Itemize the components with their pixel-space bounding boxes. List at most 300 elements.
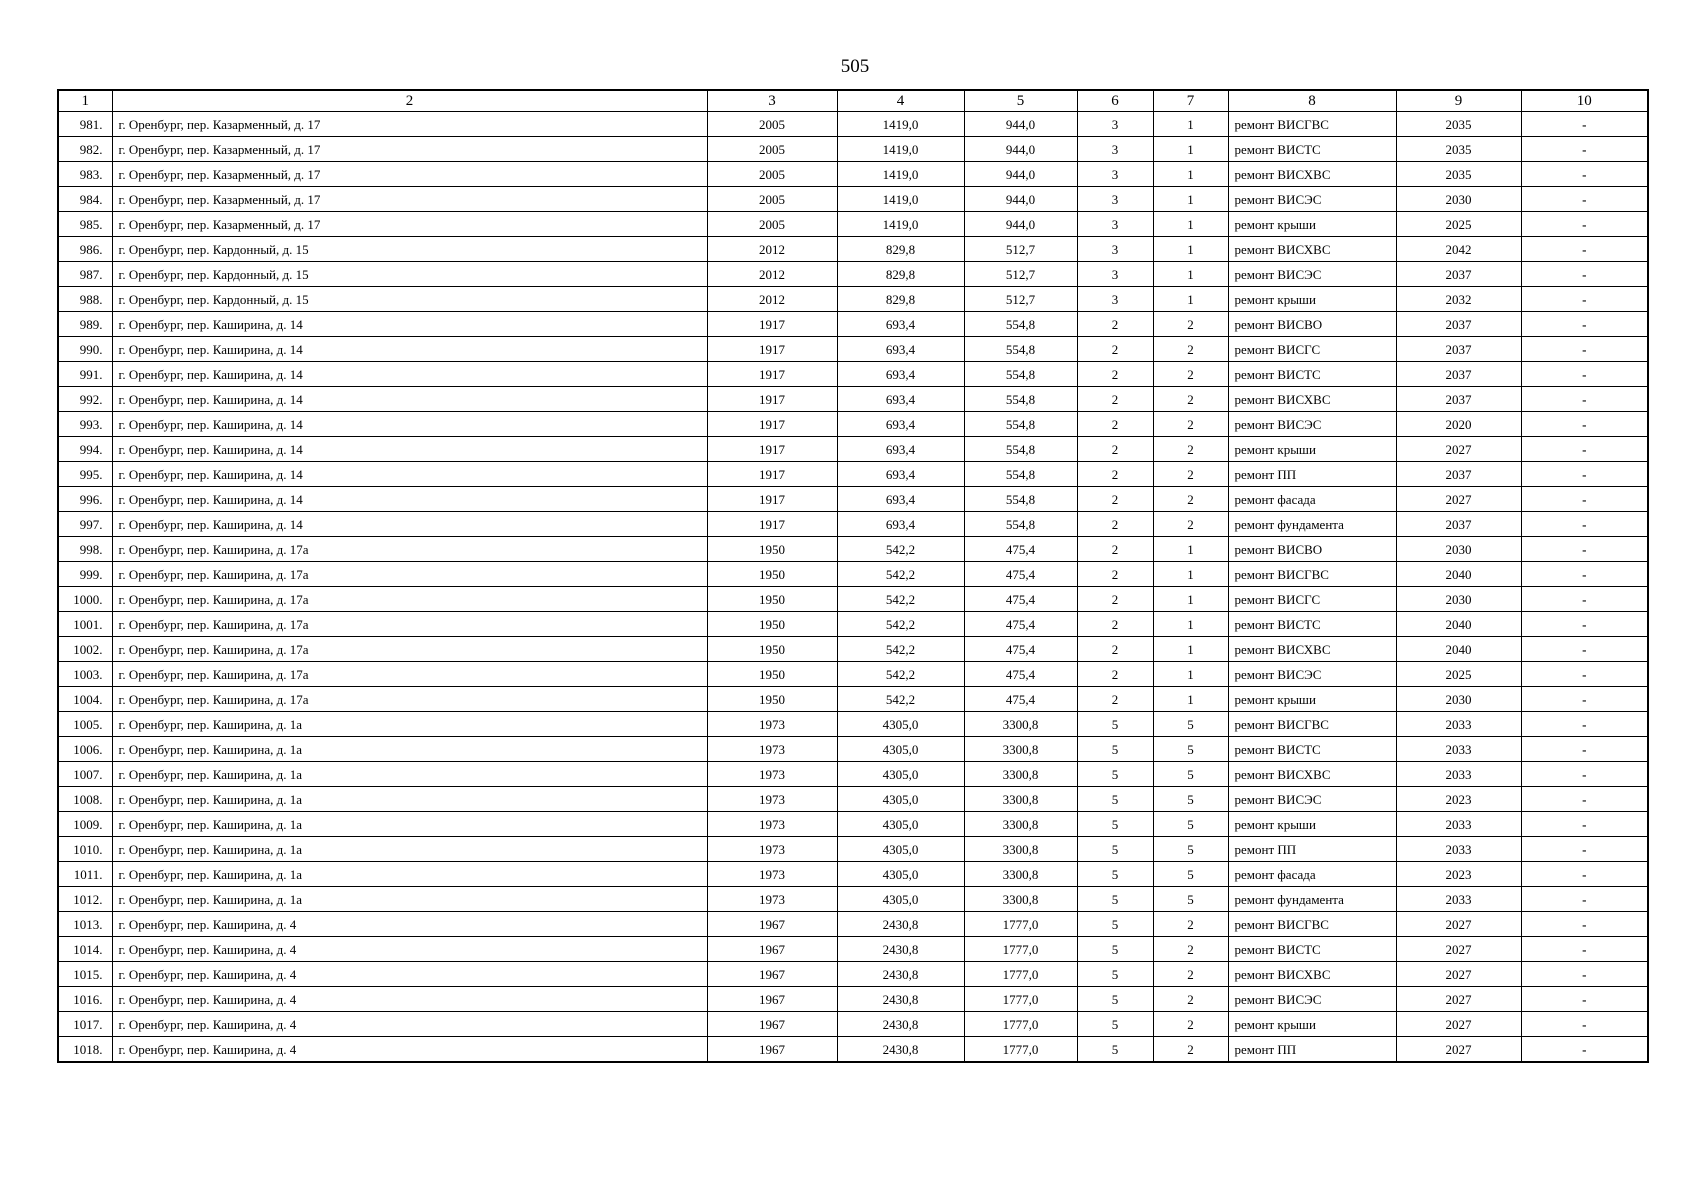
- row-number-cell: 986.: [58, 237, 112, 262]
- note-cell: -: [1521, 212, 1648, 237]
- work-type-cell: ремонт фундамента: [1228, 512, 1396, 537]
- entrances-cell: 2: [1153, 512, 1228, 537]
- year-built-cell: 1973: [707, 712, 837, 737]
- table-row: [58, 862, 1648, 887]
- living-area-cell: 554,8: [964, 487, 1077, 512]
- living-area-cell: 3300,8: [964, 787, 1077, 812]
- address-cell: г. Оренбург, пер. Каширина, д. 17а: [112, 562, 707, 587]
- planned-year-cell: 2033: [1396, 737, 1521, 762]
- entrances-cell: 5: [1153, 762, 1228, 787]
- address-cell: г. Оренбург, пер. Каширина, д. 1а: [112, 737, 707, 762]
- address-cell: г. Оренбург, пер. Каширина, д. 14: [112, 387, 707, 412]
- entrances-cell: 2: [1153, 1012, 1228, 1037]
- table-row: [58, 737, 1648, 762]
- living-area-cell: 1777,0: [964, 1037, 1077, 1063]
- living-area-cell: 554,8: [964, 387, 1077, 412]
- floors-cell: 3: [1077, 187, 1153, 212]
- year-built-cell: 1950: [707, 562, 837, 587]
- planned-year-cell: 2033: [1396, 712, 1521, 737]
- planned-year-cell: 2037: [1396, 337, 1521, 362]
- note-cell: -: [1521, 462, 1648, 487]
- table-row: [58, 412, 1648, 437]
- note-cell: -: [1521, 287, 1648, 312]
- note-cell: -: [1521, 337, 1648, 362]
- year-built-cell: 1950: [707, 637, 837, 662]
- total-area-cell: 542,2: [837, 662, 964, 687]
- row-number-cell: 1007.: [58, 762, 112, 787]
- living-area-cell: 512,7: [964, 287, 1077, 312]
- row-number-cell: 995.: [58, 462, 112, 487]
- floors-cell: 5: [1077, 737, 1153, 762]
- planned-year-cell: 2033: [1396, 812, 1521, 837]
- entrances-cell: 1: [1153, 137, 1228, 162]
- table-row: [58, 787, 1648, 812]
- table-row: [58, 812, 1648, 837]
- total-area-cell: 4305,0: [837, 787, 964, 812]
- planned-year-cell: 2037: [1396, 462, 1521, 487]
- living-area-cell: 1777,0: [964, 937, 1077, 962]
- year-built-cell: 2005: [707, 187, 837, 212]
- living-area-cell: 3300,8: [964, 762, 1077, 787]
- floors-cell: 2: [1077, 437, 1153, 462]
- planned-year-cell: 2032: [1396, 287, 1521, 312]
- total-area-cell: 4305,0: [837, 712, 964, 737]
- year-built-cell: 2005: [707, 212, 837, 237]
- entrances-cell: 1: [1153, 262, 1228, 287]
- work-type-cell: ремонт ПП: [1228, 837, 1396, 862]
- planned-year-cell: 2027: [1396, 487, 1521, 512]
- note-cell: -: [1521, 562, 1648, 587]
- total-area-cell: 829,8: [837, 287, 964, 312]
- year-built-cell: 1967: [707, 987, 837, 1012]
- entrances-cell: 5: [1153, 737, 1228, 762]
- address-cell: г. Оренбург, пер. Каширина, д. 14: [112, 337, 707, 362]
- entrances-cell: 1: [1153, 537, 1228, 562]
- entrances-cell: 5: [1153, 887, 1228, 912]
- year-built-cell: 1917: [707, 362, 837, 387]
- address-cell: г. Оренбург, пер. Каширина, д. 4: [112, 962, 707, 987]
- year-built-cell: 1973: [707, 862, 837, 887]
- address-cell: г. Оренбург, пер. Каширина, д. 14: [112, 512, 707, 537]
- total-area-cell: 2430,8: [837, 1012, 964, 1037]
- planned-year-cell: 2033: [1396, 837, 1521, 862]
- address-cell: г. Оренбург, пер. Каширина, д. 17а: [112, 662, 707, 687]
- year-built-cell: 1950: [707, 537, 837, 562]
- note-cell: -: [1521, 612, 1648, 637]
- row-number-cell: 982.: [58, 137, 112, 162]
- planned-year-cell: 2025: [1396, 212, 1521, 237]
- entrances-cell: 2: [1153, 437, 1228, 462]
- row-number-cell: 1011.: [58, 862, 112, 887]
- planned-year-cell: 2037: [1396, 387, 1521, 412]
- work-type-cell: ремонт ВИСТС: [1228, 937, 1396, 962]
- total-area-cell: 2430,8: [837, 937, 964, 962]
- address-cell: г. Оренбург, пер. Каширина, д. 1а: [112, 712, 707, 737]
- floors-cell: 3: [1077, 112, 1153, 137]
- total-area-cell: 542,2: [837, 612, 964, 637]
- table-row: [58, 437, 1648, 462]
- year-built-cell: 2005: [707, 162, 837, 187]
- entrances-cell: 5: [1153, 837, 1228, 862]
- floors-cell: 2: [1077, 387, 1153, 412]
- note-cell: -: [1521, 137, 1648, 162]
- total-area-cell: 4305,0: [837, 837, 964, 862]
- address-cell: г. Оренбург, пер. Каширина, д. 4: [112, 937, 707, 962]
- note-cell: -: [1521, 487, 1648, 512]
- work-type-cell: ремонт ВИСТС: [1228, 737, 1396, 762]
- total-area-cell: 1419,0: [837, 112, 964, 137]
- row-number-cell: 1000.: [58, 587, 112, 612]
- note-cell: -: [1521, 162, 1648, 187]
- column-header: 4: [837, 90, 964, 112]
- row-number-cell: 1014.: [58, 937, 112, 962]
- table-row: [58, 312, 1648, 337]
- note-cell: -: [1521, 687, 1648, 712]
- work-type-cell: ремонт ВИСХВС: [1228, 162, 1396, 187]
- total-area-cell: 4305,0: [837, 762, 964, 787]
- living-area-cell: 554,8: [964, 512, 1077, 537]
- entrances-cell: 2: [1153, 412, 1228, 437]
- total-area-cell: 542,2: [837, 537, 964, 562]
- floors-cell: 2: [1077, 612, 1153, 637]
- work-type-cell: ремонт ВИСЭС: [1228, 987, 1396, 1012]
- row-number-cell: 1010.: [58, 837, 112, 862]
- work-type-cell: ремонт ПП: [1228, 1037, 1396, 1063]
- floors-cell: 5: [1077, 812, 1153, 837]
- living-area-cell: 3300,8: [964, 837, 1077, 862]
- row-number-cell: 1016.: [58, 987, 112, 1012]
- entrances-cell: 2: [1153, 387, 1228, 412]
- note-cell: -: [1521, 662, 1648, 687]
- year-built-cell: 1950: [707, 687, 837, 712]
- planned-year-cell: 2027: [1396, 987, 1521, 1012]
- work-type-cell: ремонт ВИСГВС: [1228, 912, 1396, 937]
- planned-year-cell: 2030: [1396, 687, 1521, 712]
- work-type-cell: ремонт крыши: [1228, 212, 1396, 237]
- living-area-cell: 475,4: [964, 637, 1077, 662]
- work-type-cell: ремонт ВИСХВС: [1228, 237, 1396, 262]
- year-built-cell: 1917: [707, 312, 837, 337]
- repair-schedule-table: [57, 89, 1649, 1063]
- entrances-cell: 1: [1153, 637, 1228, 662]
- entrances-cell: 1: [1153, 162, 1228, 187]
- living-area-cell: 554,8: [964, 412, 1077, 437]
- planned-year-cell: 2040: [1396, 612, 1521, 637]
- note-cell: -: [1521, 187, 1648, 212]
- floors-cell: 5: [1077, 762, 1153, 787]
- floors-cell: 5: [1077, 837, 1153, 862]
- address-cell: г. Оренбург, пер. Каширина, д. 1а: [112, 837, 707, 862]
- work-type-cell: ремонт ВИСЭС: [1228, 787, 1396, 812]
- address-cell: г. Оренбург, пер. Каширина, д. 4: [112, 912, 707, 937]
- year-built-cell: 1967: [707, 1037, 837, 1063]
- entrances-cell: 1: [1153, 662, 1228, 687]
- note-cell: -: [1521, 962, 1648, 987]
- note-cell: -: [1521, 412, 1648, 437]
- table-row: [58, 512, 1648, 537]
- year-built-cell: 1973: [707, 837, 837, 862]
- planned-year-cell: 2040: [1396, 562, 1521, 587]
- note-cell: -: [1521, 262, 1648, 287]
- work-type-cell: ремонт крыши: [1228, 437, 1396, 462]
- total-area-cell: 829,8: [837, 262, 964, 287]
- address-cell: г. Оренбург, пер. Каширина, д. 4: [112, 1037, 707, 1063]
- planned-year-cell: 2037: [1396, 512, 1521, 537]
- total-area-cell: 693,4: [837, 312, 964, 337]
- total-area-cell: 829,8: [837, 237, 964, 262]
- planned-year-cell: 2023: [1396, 787, 1521, 812]
- work-type-cell: ремонт ВИСХВС: [1228, 962, 1396, 987]
- table-row: [58, 387, 1648, 412]
- address-cell: г. Оренбург, пер. Каширина, д. 1а: [112, 762, 707, 787]
- planned-year-cell: 2035: [1396, 162, 1521, 187]
- total-area-cell: 542,2: [837, 587, 964, 612]
- year-built-cell: 1917: [707, 437, 837, 462]
- year-built-cell: 1917: [707, 412, 837, 437]
- year-built-cell: 1917: [707, 337, 837, 362]
- address-cell: г. Оренбург, пер. Каширина, д. 14: [112, 412, 707, 437]
- row-number-cell: 984.: [58, 187, 112, 212]
- column-header: 8: [1228, 90, 1396, 112]
- total-area-cell: 1419,0: [837, 137, 964, 162]
- address-cell: г. Оренбург, пер. Каширина, д. 14: [112, 312, 707, 337]
- address-cell: г. Оренбург, пер. Казарменный, д. 17: [112, 212, 707, 237]
- address-cell: г. Оренбург, пер. Кардонный, д. 15: [112, 237, 707, 262]
- total-area-cell: 4305,0: [837, 812, 964, 837]
- column-header: 7: [1153, 90, 1228, 112]
- row-number-cell: 993.: [58, 412, 112, 437]
- year-built-cell: 1967: [707, 1012, 837, 1037]
- entrances-cell: 5: [1153, 787, 1228, 812]
- entrances-cell: 2: [1153, 962, 1228, 987]
- year-built-cell: 1973: [707, 737, 837, 762]
- work-type-cell: ремонт ВИСЭС: [1228, 187, 1396, 212]
- living-area-cell: 475,4: [964, 562, 1077, 587]
- living-area-cell: 3300,8: [964, 712, 1077, 737]
- floors-cell: 2: [1077, 662, 1153, 687]
- floors-cell: 2: [1077, 687, 1153, 712]
- total-area-cell: 4305,0: [837, 862, 964, 887]
- table-row: [58, 187, 1648, 212]
- year-built-cell: 1967: [707, 912, 837, 937]
- work-type-cell: ремонт ВИСГС: [1228, 587, 1396, 612]
- living-area-cell: 1777,0: [964, 987, 1077, 1012]
- entrances-cell: 2: [1153, 312, 1228, 337]
- entrances-cell: 2: [1153, 362, 1228, 387]
- row-number-cell: 1002.: [58, 637, 112, 662]
- column-header: 9: [1396, 90, 1521, 112]
- work-type-cell: ремонт крыши: [1228, 1012, 1396, 1037]
- floors-cell: 2: [1077, 587, 1153, 612]
- work-type-cell: ремонт ВИСГВС: [1228, 712, 1396, 737]
- floors-cell: 3: [1077, 262, 1153, 287]
- entrances-cell: 1: [1153, 587, 1228, 612]
- note-cell: -: [1521, 862, 1648, 887]
- table-row: [58, 637, 1648, 662]
- entrances-cell: 2: [1153, 462, 1228, 487]
- work-type-cell: ремонт крыши: [1228, 287, 1396, 312]
- living-area-cell: 944,0: [964, 137, 1077, 162]
- note-cell: -: [1521, 362, 1648, 387]
- address-cell: г. Оренбург, пер. Каширина, д. 17а: [112, 687, 707, 712]
- year-built-cell: 2012: [707, 287, 837, 312]
- total-area-cell: 4305,0: [837, 887, 964, 912]
- year-built-cell: 1917: [707, 487, 837, 512]
- entrances-cell: 2: [1153, 937, 1228, 962]
- entrances-cell: 2: [1153, 987, 1228, 1012]
- table-row: [58, 712, 1648, 737]
- living-area-cell: 554,8: [964, 312, 1077, 337]
- row-number-cell: 983.: [58, 162, 112, 187]
- table-row: [58, 137, 1648, 162]
- work-type-cell: ремонт фасада: [1228, 487, 1396, 512]
- column-header: 3: [707, 90, 837, 112]
- row-number-cell: 997.: [58, 512, 112, 537]
- living-area-cell: 944,0: [964, 212, 1077, 237]
- work-type-cell: ремонт ВИСГС: [1228, 337, 1396, 362]
- year-built-cell: 1967: [707, 937, 837, 962]
- note-cell: -: [1521, 637, 1648, 662]
- year-built-cell: 1917: [707, 387, 837, 412]
- floors-cell: 5: [1077, 987, 1153, 1012]
- planned-year-cell: 2025: [1396, 662, 1521, 687]
- row-number-cell: 994.: [58, 437, 112, 462]
- note-cell: -: [1521, 987, 1648, 1012]
- work-type-cell: ремонт ВИСЭС: [1228, 662, 1396, 687]
- floors-cell: 3: [1077, 287, 1153, 312]
- table-body: [58, 112, 1648, 1063]
- row-number-cell: 992.: [58, 387, 112, 412]
- note-cell: -: [1521, 437, 1648, 462]
- table-row: [58, 337, 1648, 362]
- floors-cell: 5: [1077, 712, 1153, 737]
- column-header: 10: [1521, 90, 1648, 112]
- living-area-cell: 3300,8: [964, 812, 1077, 837]
- living-area-cell: 554,8: [964, 462, 1077, 487]
- planned-year-cell: 2030: [1396, 187, 1521, 212]
- planned-year-cell: 2030: [1396, 587, 1521, 612]
- year-built-cell: 2005: [707, 137, 837, 162]
- floors-cell: 5: [1077, 862, 1153, 887]
- floors-cell: 2: [1077, 462, 1153, 487]
- address-cell: г. Оренбург, пер. Каширина, д. 14: [112, 487, 707, 512]
- column-header: 6: [1077, 90, 1153, 112]
- row-number-cell: 1008.: [58, 787, 112, 812]
- planned-year-cell: 2037: [1396, 262, 1521, 287]
- year-built-cell: 1950: [707, 587, 837, 612]
- address-cell: г. Оренбург, пер. Казарменный, д. 17: [112, 137, 707, 162]
- work-type-cell: ремонт ВИСЭС: [1228, 412, 1396, 437]
- entrances-cell: 1: [1153, 612, 1228, 637]
- address-cell: г. Оренбург, пер. Каширина, д. 1а: [112, 887, 707, 912]
- note-cell: -: [1521, 837, 1648, 862]
- table-row: [58, 1037, 1648, 1063]
- entrances-cell: 5: [1153, 862, 1228, 887]
- planned-year-cell: 2023: [1396, 862, 1521, 887]
- work-type-cell: ремонт крыши: [1228, 812, 1396, 837]
- address-cell: г. Оренбург, пер. Казарменный, д. 17: [112, 112, 707, 137]
- note-cell: -: [1521, 587, 1648, 612]
- entrances-cell: 5: [1153, 812, 1228, 837]
- note-cell: -: [1521, 812, 1648, 837]
- column-header: 1: [58, 90, 112, 112]
- floors-cell: 3: [1077, 137, 1153, 162]
- floors-cell: 5: [1077, 887, 1153, 912]
- row-number-cell: 1003.: [58, 662, 112, 687]
- floors-cell: 2: [1077, 487, 1153, 512]
- row-number-cell: 1018.: [58, 1037, 112, 1063]
- address-cell: г. Оренбург, пер. Каширина, д. 4: [112, 1012, 707, 1037]
- entrances-cell: 2: [1153, 487, 1228, 512]
- address-cell: г. Оренбург, пер. Казарменный, д. 17: [112, 187, 707, 212]
- year-built-cell: 1950: [707, 612, 837, 637]
- total-area-cell: 4305,0: [837, 737, 964, 762]
- living-area-cell: 944,0: [964, 112, 1077, 137]
- year-built-cell: 1917: [707, 512, 837, 537]
- row-number-cell: 991.: [58, 362, 112, 387]
- work-type-cell: ремонт крыши: [1228, 687, 1396, 712]
- total-area-cell: 693,4: [837, 362, 964, 387]
- floors-cell: 5: [1077, 962, 1153, 987]
- total-area-cell: 1419,0: [837, 212, 964, 237]
- work-type-cell: ремонт ВИСТС: [1228, 137, 1396, 162]
- note-cell: -: [1521, 537, 1648, 562]
- planned-year-cell: 2027: [1396, 962, 1521, 987]
- address-cell: г. Оренбург, пер. Каширина, д. 1а: [112, 862, 707, 887]
- entrances-cell: 1: [1153, 187, 1228, 212]
- table-row: [58, 287, 1648, 312]
- total-area-cell: 693,4: [837, 487, 964, 512]
- table-row: [58, 362, 1648, 387]
- total-area-cell: 542,2: [837, 637, 964, 662]
- row-number-cell: 1012.: [58, 887, 112, 912]
- floors-cell: 2: [1077, 562, 1153, 587]
- planned-year-cell: 2037: [1396, 362, 1521, 387]
- planned-year-cell: 2040: [1396, 637, 1521, 662]
- work-type-cell: ремонт фундамента: [1228, 887, 1396, 912]
- living-area-cell: 475,4: [964, 662, 1077, 687]
- row-number-cell: 989.: [58, 312, 112, 337]
- row-number-cell: 998.: [58, 537, 112, 562]
- floors-cell: 2: [1077, 312, 1153, 337]
- total-area-cell: 542,2: [837, 687, 964, 712]
- year-built-cell: 1973: [707, 762, 837, 787]
- planned-year-cell: 2027: [1396, 437, 1521, 462]
- planned-year-cell: 2027: [1396, 912, 1521, 937]
- table-row: [58, 162, 1648, 187]
- address-cell: г. Оренбург, пер. Кардонный, д. 15: [112, 287, 707, 312]
- living-area-cell: 554,8: [964, 337, 1077, 362]
- note-cell: -: [1521, 512, 1648, 537]
- planned-year-cell: 2035: [1396, 112, 1521, 137]
- total-area-cell: 2430,8: [837, 1037, 964, 1063]
- work-type-cell: ремонт ВИСХВС: [1228, 387, 1396, 412]
- note-cell: -: [1521, 912, 1648, 937]
- planned-year-cell: 2027: [1396, 937, 1521, 962]
- note-cell: -: [1521, 237, 1648, 262]
- entrances-cell: 1: [1153, 237, 1228, 262]
- total-area-cell: 693,4: [837, 387, 964, 412]
- year-built-cell: 2012: [707, 262, 837, 287]
- row-number-cell: 987.: [58, 262, 112, 287]
- note-cell: -: [1521, 887, 1648, 912]
- year-built-cell: 1950: [707, 662, 837, 687]
- living-area-cell: 1777,0: [964, 912, 1077, 937]
- work-type-cell: ремонт ПП: [1228, 462, 1396, 487]
- note-cell: -: [1521, 112, 1648, 137]
- entrances-cell: 1: [1153, 112, 1228, 137]
- year-built-cell: 2012: [707, 237, 837, 262]
